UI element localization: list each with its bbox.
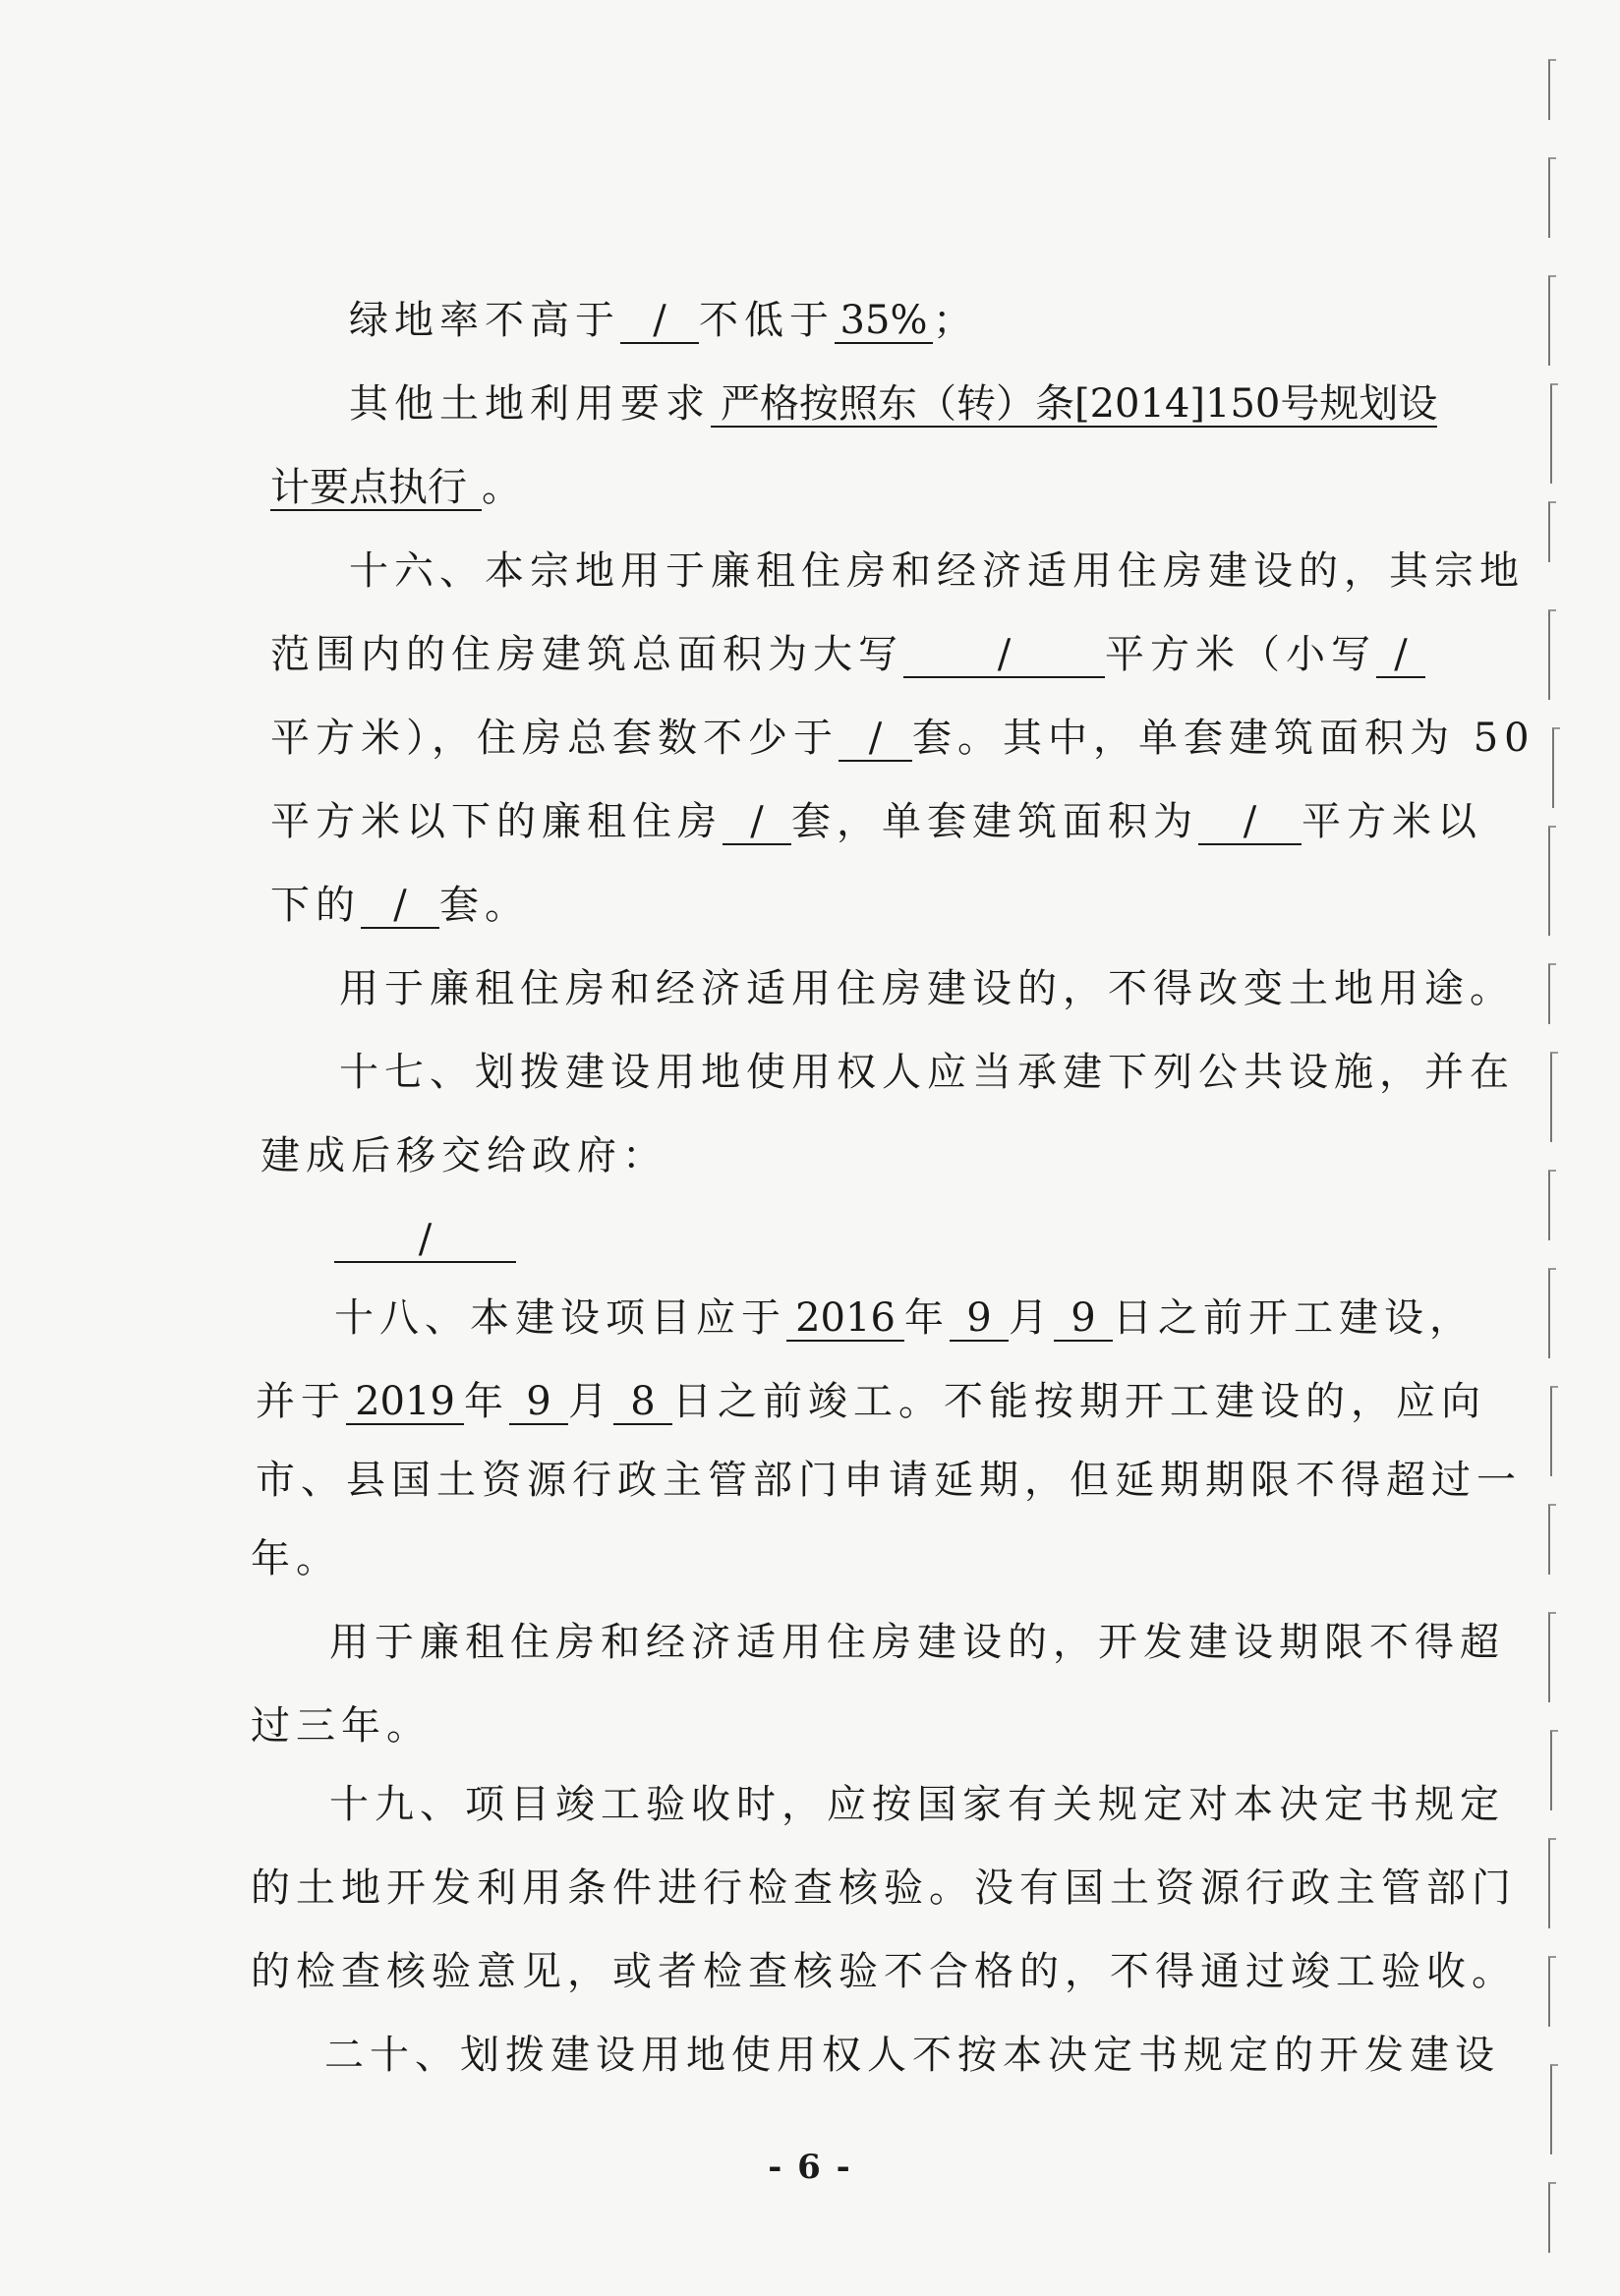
text: 其他土地利用要求 [349,381,711,427]
clause-19-line [0,1779,1620,1830]
blank-field: / [839,717,912,762]
text: 套。 [439,883,530,928]
text: 日之前开工建设， [1113,1295,1475,1341]
clause-16-line [0,545,1620,597]
binding-mark [1550,1730,1558,1810]
text: 用于廉租住房和经济适用住房建设的，不得改变土地用途。 [339,966,1515,1011]
blank-field: 2019 [346,1380,464,1425]
binding-mark [1548,501,1556,562]
blank-field: 9 [509,1380,568,1425]
blank-field: / [723,800,791,845]
paragraph-line [0,1376,1620,1427]
blank-field: 严格按照东（转）条[2014]150号规划设 [711,382,1437,428]
text: 并于 [256,1379,346,1424]
text: 十八、本建设项目应于 [334,1295,786,1341]
text: 过三年。 [251,1703,432,1749]
text: 十七、划拨建设用地使用权人应当承建下列公共设施，并在 [339,1050,1515,1095]
binding-mark [1548,1956,1556,2027]
text: 不低于 [699,298,835,343]
binding-mark [1548,826,1556,936]
blank-field: / [334,1218,516,1263]
paragraph-line [0,1700,1620,1751]
text: 平方米（小写 [1105,632,1376,677]
binding-mark [1552,727,1560,808]
text: 建成后移交给政府： [260,1133,667,1178]
text: ； [933,298,978,343]
text: 年 [904,1295,950,1341]
paragraph-line [0,1130,1620,1181]
text: 月 [568,1379,613,1424]
text: 下的 [270,883,361,928]
blank-field: / [361,884,439,929]
text: 。 [482,465,527,510]
paragraph-line [0,462,1620,513]
text: 十九、项目竣工验收时，应按国家有关规定对本决定书规定 [329,1782,1505,1827]
green-rate-line [0,295,1620,346]
clause-18-line [0,1292,1620,1344]
paragraph-line [0,1946,1620,1997]
text: 十六、本宗地用于廉租住房和经济适用住房建设的，其宗地 [349,548,1525,594]
binding-mark [1548,157,1556,238]
paragraph-line [0,1863,1620,1914]
binding-mark [1548,275,1556,366]
binding-mark [1548,963,1556,1024]
text: 的检查核验意见，或者检查核验不合格的，不得通过竣工验收。 [251,1949,1517,1994]
clause-17-line [0,1047,1620,1098]
clause-20-line [0,2030,1620,2081]
blank-field: 9 [950,1296,1009,1342]
paragraph-line [0,1455,1620,1506]
paragraph-line [0,629,1620,680]
binding-mark [1548,1612,1556,1702]
binding-mark [1548,2182,1556,2253]
binding-mark [1550,2064,1558,2154]
binding-mark [1548,1268,1556,1358]
blank-field: 8 [613,1380,672,1425]
text: 市、县国土资源行政主管部门申请延期，但延期期限不得超过一 [256,1458,1522,1503]
paragraph-line [0,1533,1620,1584]
paragraph-line [0,713,1620,764]
text: 平方米），住房总套数不少于 [270,716,839,761]
binding-mark [1550,1386,1558,1476]
blank-field: 9 [1054,1296,1113,1342]
text: 平方米以下的廉租住房 [270,799,723,844]
other-requirements-line [0,378,1620,430]
paragraph-line [0,1617,1620,1668]
text: 日之前竣工。不能按期开工建设的，应向 [672,1379,1486,1424]
public-facilities-field [0,1214,1620,1265]
text: 平方米以 [1302,799,1482,844]
binding-mark [1550,383,1558,484]
paragraph-line [0,880,1620,931]
blank-field: / [903,633,1105,678]
page-number: - 6 - [768,2148,852,2187]
blank-field: 2016 [786,1296,904,1342]
text: 的土地开发利用条件进行检查核验。没有国土资源行政主管部门 [251,1866,1517,1911]
text: 套。其中，单套建筑面积为 50 [912,716,1535,761]
blank-field: / [620,299,699,344]
text: 二十、划拨建设用地使用权人不按本决定书规定的开发建设 [324,2033,1500,2078]
binding-mark [1548,59,1556,120]
binding-edge-marks [1529,39,1607,2280]
binding-mark [1548,1838,1556,1928]
text: 年。 [251,1536,341,1581]
text: 范围内的住房建筑总面积为大写 [270,632,903,677]
text: 绿地率不高于 [349,298,620,343]
binding-mark [1550,1052,1558,1142]
binding-mark [1548,1170,1556,1240]
text: 年 [464,1379,509,1424]
blank-field: / [1376,633,1425,678]
binding-mark [1548,1504,1556,1575]
paragraph-line [0,963,1620,1014]
blank-field: 计要点执行 [270,466,482,511]
paragraph-line [0,796,1620,847]
text: 套，单套建筑面积为 [791,799,1198,844]
blank-field: 35% [835,299,933,344]
blank-field: / [1198,800,1302,845]
text: 用于廉租住房和经济适用住房建设的，开发建设期限不得超 [329,1620,1505,1665]
text: 月 [1009,1295,1054,1341]
binding-mark [1548,609,1556,700]
